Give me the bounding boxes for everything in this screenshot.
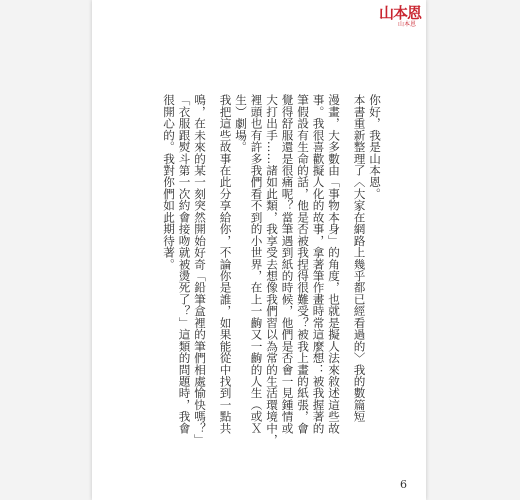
text-column: 大打出手……諸如此類，我享受去想像我們習以為常的生活環境中，	[265, 94, 279, 446]
page-number: 6	[400, 478, 407, 491]
publisher-logo	[379, 6, 421, 28]
logo-main-text: 山本恩	[379, 4, 422, 22]
vertical-text-body	[112, 94, 382, 446]
text-column: 裡頭也有許多我們看不到的小世界，在上一齣又一齣的人生（或Ｘ	[249, 94, 264, 434]
text-column: 覺得舒服還是很痛呢？當筆遇到紙的時候，他們是否會一見鍾情或	[280, 94, 295, 434]
text-column: 很開心的。我對你們如此期待著。	[162, 94, 176, 270]
text-column: 本書重新整理了〈大家在網路上幾乎都已經看過的〉我的數篇短	[352, 94, 367, 423]
text-column: 事。我很喜歡擬人化的故事，拿著筆作畫時常這麼想：被我握著的	[311, 94, 326, 434]
text-column: 你好，我是山本恩。	[368, 94, 382, 200]
text-column: 「衣服跟熨斗第一次約會接吻就被燙死了？」這類的問題時，我會	[177, 94, 192, 434]
text-column: 生）劇場。	[234, 94, 248, 153]
text-column: 鳴，在未來的某一刻突然開始好奇「鉛筆盒裡的筆們相處愉快嗎？」	[193, 94, 207, 446]
text-column: 我把這些故事在此分享給你，不論你是誰，如果能從中找到一點共	[218, 94, 233, 434]
text-column: 筆假設有生命的話，他是否被我捏得很難受？被我上畫的紙張，會	[296, 94, 310, 434]
text-column: 漫畫，大多數由「事物本身」的角度，也就是擬人法來敘述這些故	[327, 94, 341, 434]
logo-sub-text: 山本恩	[398, 21, 417, 28]
